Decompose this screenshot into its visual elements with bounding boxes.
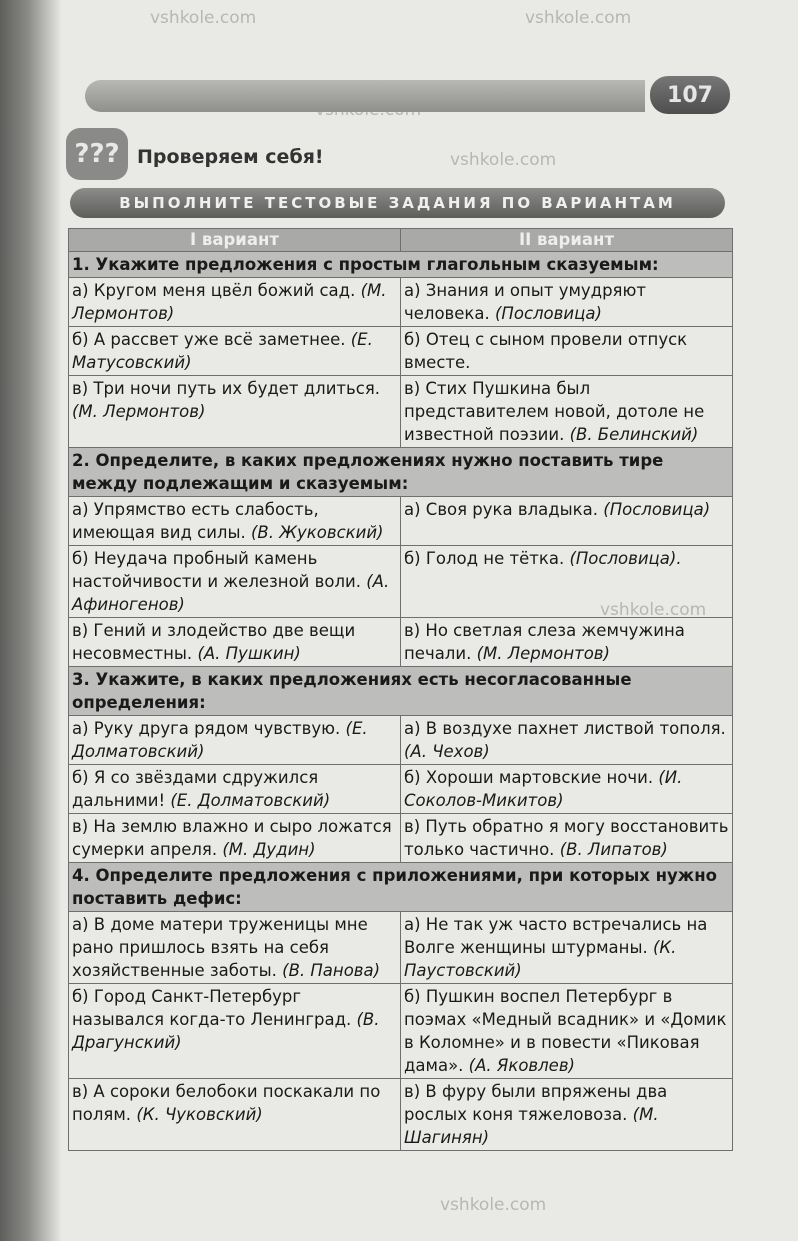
variant-1-answer — [69, 912, 401, 984]
answer-text: а) В доме матери труженицы мне рано пришлось взять на себя хозяйственные заботы. — [72, 915, 368, 980]
variant-2-answer — [401, 984, 733, 1079]
answer-text: в) Гений и злодейство две вещи несовместны. — [72, 621, 356, 663]
answer-source: (М. Лермонтов) — [72, 402, 206, 421]
answer-source: (Пословица) — [495, 304, 602, 323]
answer-row — [69, 618, 733, 667]
answer-source: (А. Афиногенов) — [72, 572, 390, 614]
answer-source: (А. Чехов) — [404, 742, 490, 761]
variant-1-answer — [69, 814, 401, 863]
answer-text: в) В фуру были впряжены два рослых коня тяжеловоза. — [404, 1082, 668, 1124]
watermark: vshkole.com — [450, 150, 557, 170]
watermark: vshkole.com — [600, 600, 707, 620]
answer-source: (В. Драгунский) — [72, 1010, 380, 1052]
page-number: 107 — [650, 76, 730, 114]
answer-row — [69, 497, 733, 546]
answer-source: (К. Паустовский) — [404, 938, 677, 980]
variant-2-answer — [401, 1079, 733, 1151]
answer-source: (Пословица). — [569, 549, 682, 568]
answer-row — [69, 912, 733, 984]
question-row — [69, 448, 733, 497]
answer-source: (В. Жуковский) — [251, 523, 384, 542]
page-header-bar — [85, 80, 645, 112]
answer-text: б) А рассвет уже всё заметнее. — [72, 330, 346, 349]
answer-text: б) Город Санкт-Петербург назывался когда-то Ленинград. — [72, 987, 352, 1029]
variant-1-answer — [69, 376, 401, 448]
answer-source: (А. Яковлев) — [468, 1056, 575, 1075]
answer-source: (М. Дудин) — [222, 840, 316, 859]
answer-text: б) Отец с сыном провели отпуск вместе. — [404, 330, 688, 372]
watermark: vshkole.com — [440, 1195, 547, 1215]
variant-1-answer — [69, 984, 401, 1079]
answer-source: (В. Липатов) — [559, 840, 668, 859]
question-title: 2. Определите, в каких предложениях нужно поставить тире между подлежащим и сказуемым: — [69, 448, 733, 497]
answer-text: б) Я со звёздами сдружился дальними! — [72, 768, 319, 810]
question-title: 1. Укажите предложения с простым глагольным сказуемым: — [69, 252, 733, 278]
variant-1-answer — [69, 765, 401, 814]
variant-2-answer — [401, 546, 733, 618]
question-marks-icon: ??? — [66, 128, 128, 180]
answer-text: в) Но светлая слеза жемчужина печали. — [404, 621, 685, 663]
variant-1-answer — [69, 716, 401, 765]
question-row — [69, 252, 733, 278]
answer-text: а) Знания и опыт умудряют человека. — [404, 281, 646, 323]
answer-text: а) Своя рука владыка. — [404, 500, 599, 519]
answer-text: в) На землю влажно и сыро ложатся сумерки апреля. — [72, 817, 392, 859]
answer-text: в) Три ночи путь их будет длиться. — [72, 379, 381, 398]
answer-text: б) Пушкин воспел Петербург в поэмах «Медный всадник» и «Домик в Коломне» и в повести «Пиковая дама». — [404, 987, 727, 1075]
answer-text: в) А сороки белобоки поскакали по полям. — [72, 1082, 381, 1124]
variant-1-answer — [69, 618, 401, 667]
variant-2-answer — [401, 497, 733, 546]
answer-source: (В. Панова) — [282, 961, 381, 980]
variant-header-row — [69, 229, 733, 252]
answer-row — [69, 376, 733, 448]
answer-row — [69, 1079, 733, 1151]
answer-row — [69, 327, 733, 376]
variant-1-header: I вариант — [69, 229, 401, 252]
variant-1-answer — [69, 1079, 401, 1151]
question-title: 4. Определите предложения с приложениями, при которых нужно поставить дефис: — [69, 863, 733, 912]
answer-row — [69, 814, 733, 863]
variant-2-answer — [401, 618, 733, 667]
answer-text: а) Руку друга рядом чувствую. — [72, 719, 341, 738]
answer-source: (Е. Матусовский) — [72, 330, 373, 372]
answer-row — [69, 716, 733, 765]
answer-source: (К. Чуковский) — [136, 1105, 263, 1124]
answer-row — [69, 984, 733, 1079]
variant-1-answer — [69, 278, 401, 327]
answer-source: (Е. Долматовский) — [72, 719, 368, 761]
section-title: Проверяем себя! — [137, 146, 324, 168]
variant-1-answer — [69, 546, 401, 618]
variant-2-answer — [401, 814, 733, 863]
answer-source: (И. Соколов-Микитов) — [404, 768, 683, 810]
question-title: 3. Укажите, в каких предложениях есть несогласованные определения: — [69, 667, 733, 716]
variant-2-answer — [401, 716, 733, 765]
answer-text: б) Хороши мартовские ночи. — [404, 768, 654, 787]
test-table — [68, 228, 733, 1151]
variant-2-answer — [401, 765, 733, 814]
answer-text: а) В воздухе пахнет листвой тополя. — [404, 719, 726, 738]
answer-row — [69, 765, 733, 814]
answer-source: (Е. Долматовский) — [170, 791, 331, 810]
answer-text: в) Стих Пушкина был представителем новой, дотоле не известной поэзии. — [404, 379, 705, 444]
answer-text: в) Путь обратно я могу восстановить только частично. — [404, 817, 729, 859]
answer-source: (М. Лермонтов) — [72, 281, 387, 323]
watermark: vshkole.com — [525, 8, 632, 28]
answer-text: а) Не так уж часто встречались на Волге женщины штурманы. — [404, 915, 708, 957]
answer-text: а) Упрямство есть слабость, имеющая вид силы. — [72, 500, 319, 542]
question-row — [69, 863, 733, 912]
answer-row — [69, 546, 733, 618]
question-row — [69, 667, 733, 716]
questions-body — [69, 252, 733, 1151]
variant-2-answer — [401, 327, 733, 376]
variant-2-answer — [401, 912, 733, 984]
book-spine-shadow — [0, 0, 62, 1241]
watermark: vshkole.com — [150, 8, 257, 28]
answer-text: б) Неудача пробный камень настойчивости и железной воли. — [72, 549, 361, 591]
variant-1-answer — [69, 327, 401, 376]
variant-2-answer — [401, 376, 733, 448]
variant-2-answer — [401, 278, 733, 327]
answer-row — [69, 278, 733, 327]
answer-source: (Пословица) — [603, 500, 711, 519]
answer-source: (В. Белинский) — [569, 425, 699, 444]
answer-source: (М. Лермонтов) — [476, 644, 610, 663]
answer-source: (М. Шагинян) — [404, 1105, 659, 1147]
variant-1-answer — [69, 497, 401, 546]
task-banner: ВЫПОЛНИТЕ ТЕСТОВЫЕ ЗАДАНИЯ ПО ВАРИАНТАМ — [70, 188, 725, 218]
variant-2-header: II вариант — [401, 229, 733, 252]
answer-source: (А. Пушкин) — [197, 644, 301, 663]
answer-text: а) Кругом меня цвёл божий сад. — [72, 281, 356, 300]
answer-text: б) Голод не тётка. — [404, 549, 565, 568]
